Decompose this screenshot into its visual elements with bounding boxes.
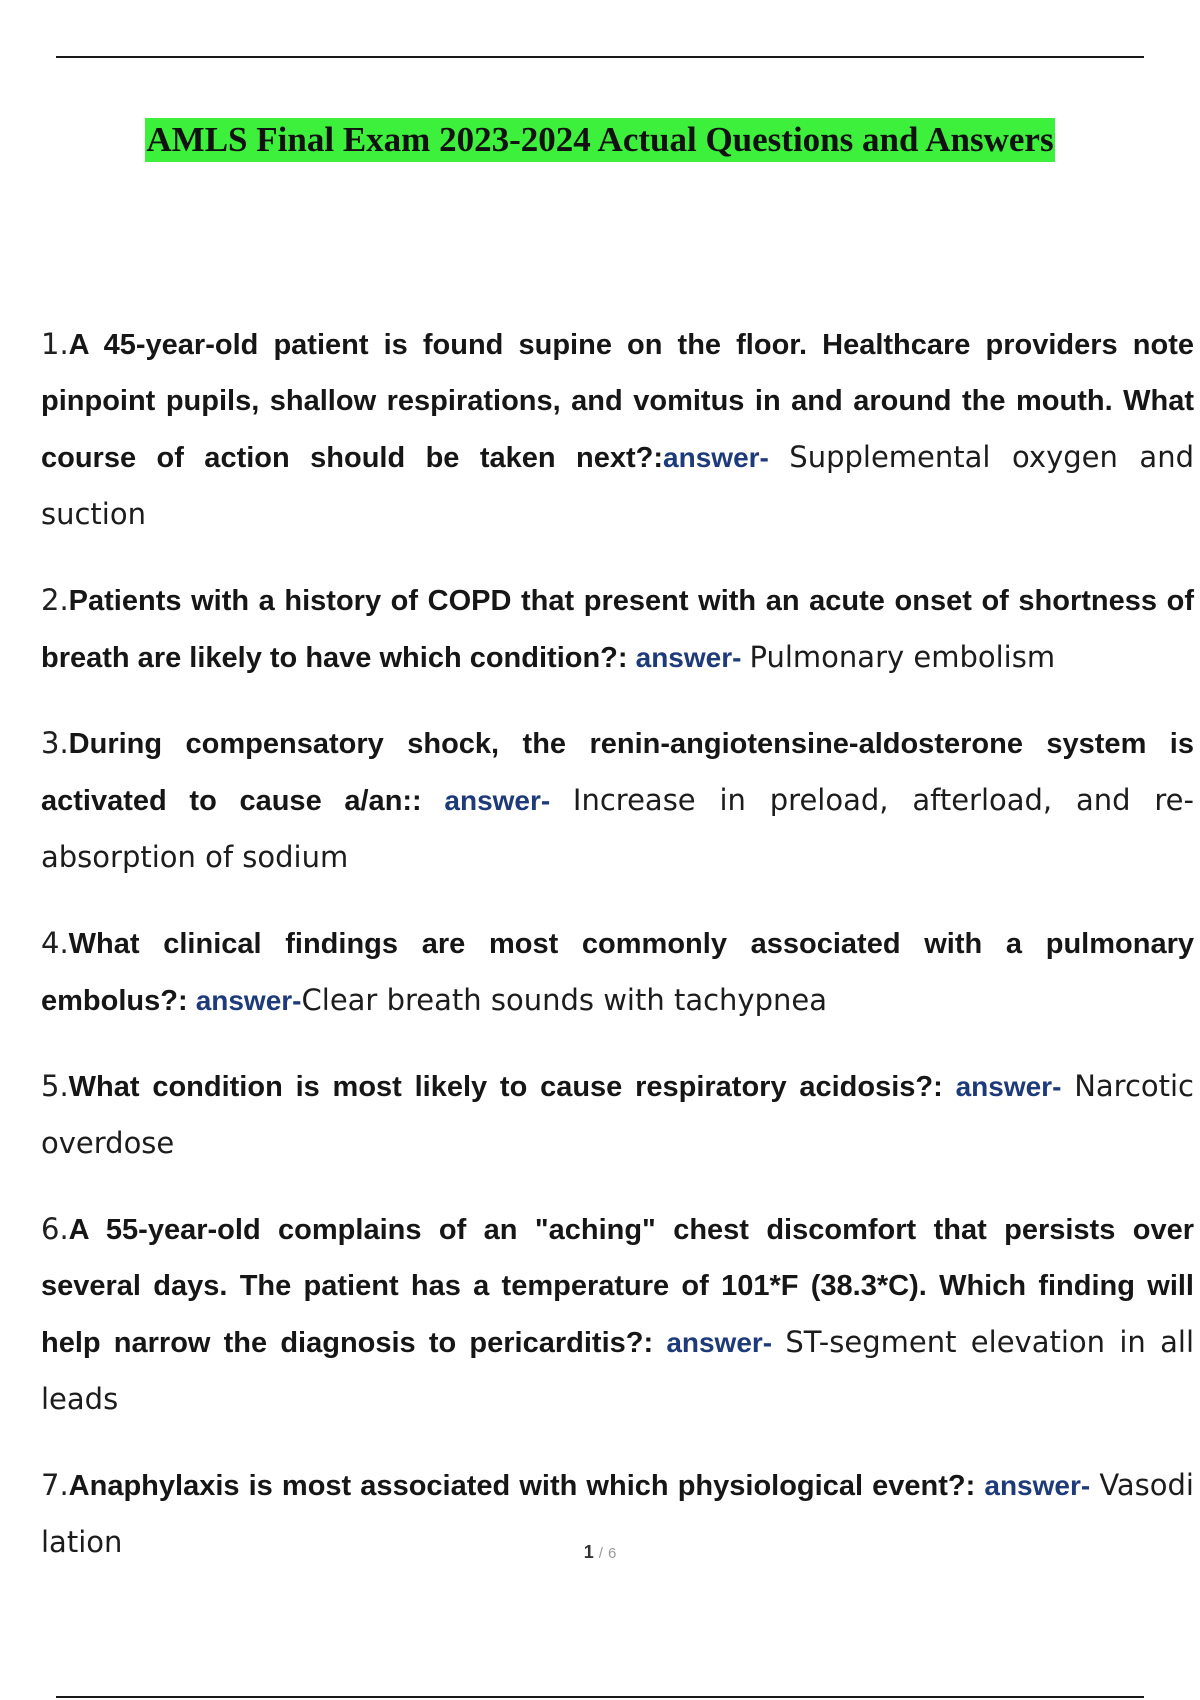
total-pages: 6: [607, 1545, 617, 1562]
answer-text: Vasodi lation: [41, 1468, 1194, 1559]
bottom-rule: [56, 1696, 1144, 1698]
question-text: What clinical findings are most commonly associated with a pulmonary embolus?:: [41, 928, 1194, 1017]
question-text: During compensatory shock, the renin-angiotensine-aldosterone system is activated to cause a/an::: [41, 728, 1194, 817]
answer-marker: answer-: [195, 985, 302, 1016]
answer-marker: answer-: [444, 785, 551, 816]
qa-item-5: [41, 1058, 1194, 1172]
title-wrap: [0, 118, 1200, 162]
answer-marker: answer-: [955, 1071, 1062, 1102]
question-text: A 45-year-old patient is found supine on the floor. Healthcare providers note pinpoint pupils, shallow respirations, and vomitus in and around the mouth. What course of action should be taken next?:: [41, 329, 1194, 474]
answer-text: Increase in preload, afterload, and re-absorption of sodium: [41, 783, 1194, 874]
answer-marker: answer-: [663, 442, 769, 473]
question-text: Patients with a history of COPD that present with an acute onset of shortness of breath are likely to have which condition?:: [41, 585, 1194, 674]
qa-item-4: [41, 915, 1194, 1029]
question-number: 2.: [41, 583, 69, 617]
question-text: Anaphylaxis is most associated with which physiological event?:: [68, 1470, 976, 1502]
answer-text: Pulmonary embolism: [749, 640, 1056, 674]
answer-text: Narcotic overdose: [41, 1069, 1194, 1160]
document-title: AMLS Final Exam 2023-2024 Actual Questions and Answers: [145, 118, 1054, 162]
question-list: [41, 316, 1194, 1583]
page-separator: /: [598, 1545, 603, 1562]
question-number: 3.: [41, 726, 69, 760]
answer-text: Clear breath sounds with tachypnea: [301, 983, 827, 1017]
qa-item-6: [41, 1201, 1194, 1428]
question-number: 6.: [41, 1212, 69, 1246]
qa-item-3: [41, 715, 1194, 886]
page-indicator: [0, 1542, 1200, 1563]
question-number: 7.: [41, 1468, 69, 1502]
answer-text: Supplemental oxygen and suction: [41, 440, 1194, 531]
answer-marker: answer-: [666, 1327, 773, 1358]
question-text: What condition is most likely to cause respiratory acidosis?:: [68, 1071, 943, 1103]
qa-item-1: [41, 316, 1194, 543]
question-text: A 55-year-old complains of an "aching" chest discomfort that persists over several days. The patient has a temperature of 101*F (38.3*C). Which finding will help narrow the diagnosis to pericarditis?:: [41, 1214, 1194, 1359]
top-rule: [56, 56, 1144, 58]
qa-item-2: [41, 572, 1194, 686]
answer-marker: answer-: [984, 1470, 1091, 1501]
question-number: 5.: [41, 1069, 69, 1103]
question-number: 1.: [41, 327, 69, 361]
current-page: 1: [583, 1542, 594, 1562]
question-number: 4.: [41, 926, 69, 960]
answer-marker: answer-: [635, 642, 742, 673]
answer-text: ST-segment elevation in all leads: [41, 1325, 1195, 1416]
